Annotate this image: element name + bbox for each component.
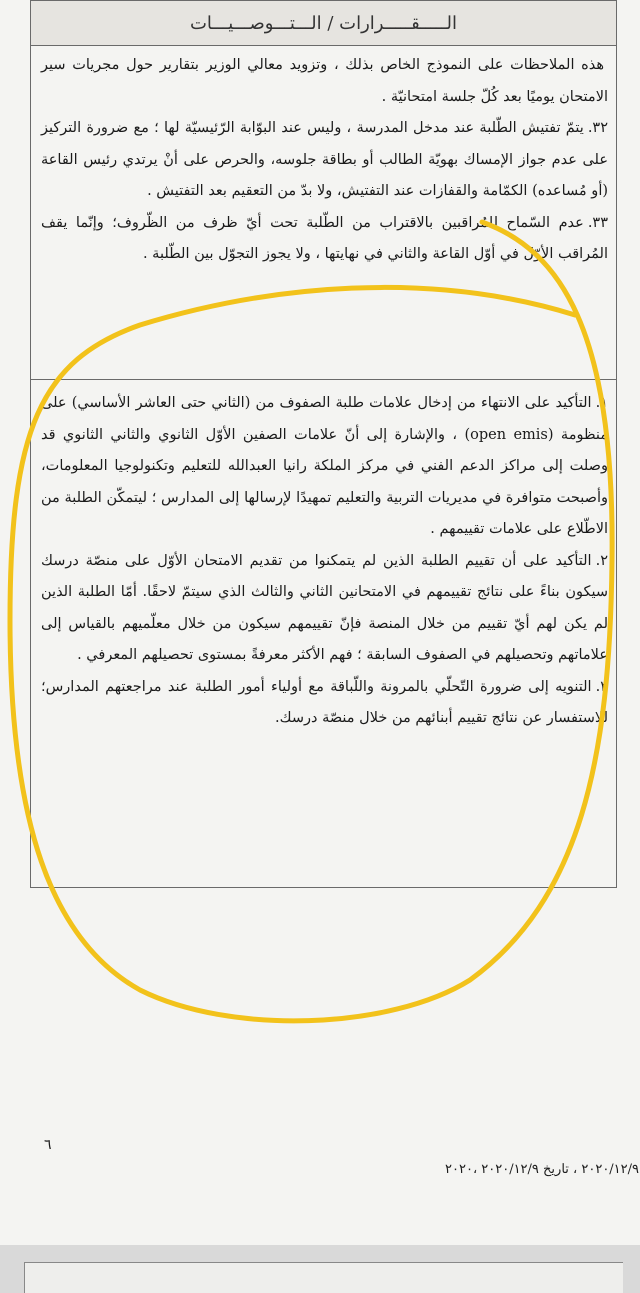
table-header <box>31 1 616 46</box>
decision-item: هذه الملاحظات على النموذج الخاص بذلك ، وتزويد معالي الوزير بتقارير حول مجريات سير الامتحان يوميًا بعد كُلّ جلسة امتحانيّة . <box>41 57 608 105</box>
recommendation-item-3: ٣.التنويه إلى ضرورة التّحلّي بالمرونة واللّباقة مع أولياء أمور الطلبة عند مراجعتهم المدارس؛ للاستفسار عن نتائج تقييم أبنائهم من خلال منصّة درسك. <box>41 678 608 726</box>
item-number: ٣. <box>595 678 608 695</box>
decisions-section-bottom <box>31 380 616 735</box>
recommendation-item-2: ٢.التأكيد على أن تقييم الطلبة الذين لم يتمكنوا من تقديم الامتحان الأوّل على منصّة درسك سيكون بناءً على نتائج تقييمهم في الامتحانين الثاني والثالث الذي سيتمّ لاحقًا. أمّا الطلبة الذين لم يكن لهم أيّ تقييم من خلال المنصة فإنّ تقييمهم سيكون من خلال معلّميهم بالقياس إلى علاماتهم وتحصيلهم في الصفوف السابقة ؛ فهم الأكثر معرفةً بمستوى تحصيلهم المعرفي . <box>41 552 608 663</box>
item-number: ٣٢. <box>587 120 608 136</box>
decision-item-32: ٣٢.يتمّ تفتيش الطّلبة عند مدخل المدرسة ، وليس عند البوّابة الرّئيسيّة لها ؛ مع ضرورة التركيز على عدم جواز الإمساك بهويّة الطالب أو بطاقة جلوسه، والحرص على أنْ يرتدي رئيس القاعة (أو مُساعده) الكمّامة والقفازات عند التفتيش، ولا بدّ من التعقيم بعد التفتيش . <box>41 120 608 199</box>
page-number: ٦ <box>44 1137 52 1153</box>
next-page-edge <box>24 1262 623 1293</box>
footer-date: ٢٠٢٠/١٢/٩ ، تاريخ ٢٠٢٠/١٢/٩ ،٢٠٢٠ <box>445 1162 640 1177</box>
recommendation-item-1: ١.التأكيد على الانتهاء من إدخال علامات طلبة الصفوف من (الثاني حتى العاشر الأساسي) على منظومة (open emis) ، والإشارة إلى أنّ علامات الصفين الأوّل الثانوي والثاني الثانوي قد وصلت إلى مراكز الدعم الفني في مركز الملكة رانيا العبدالله للتعليم وتكنولوجيا المعلومات، وأصبحت متوافرة في مديريات التربية والتعليم تمهيدًا لإرسالها إلى المدارس ؛ ليتمكّن الطلبة من الاطّلاع على علامات تقييمهم . <box>41 395 608 537</box>
item-number: ٣٣. <box>587 214 608 231</box>
item-number: ١. <box>595 395 608 411</box>
decisions-section-top <box>31 46 616 380</box>
decisions-table <box>30 0 617 888</box>
decision-item-33: ٣٣.عدم السّماح للمُراقبين بالاقتراب من الطّلبة تحت أيّ ظرف من الظّروف؛ وإنّما يقف المُراقب الأوّل في أوّل القاعة والثاني في نهايتها ، ولا يجوز التجوّل بين الطّلبة . <box>41 214 608 262</box>
table-header-title: الـــــقـــــرارات / الـــتـــوصـــيـــات <box>189 12 458 34</box>
item-number: ٢. <box>595 552 608 569</box>
